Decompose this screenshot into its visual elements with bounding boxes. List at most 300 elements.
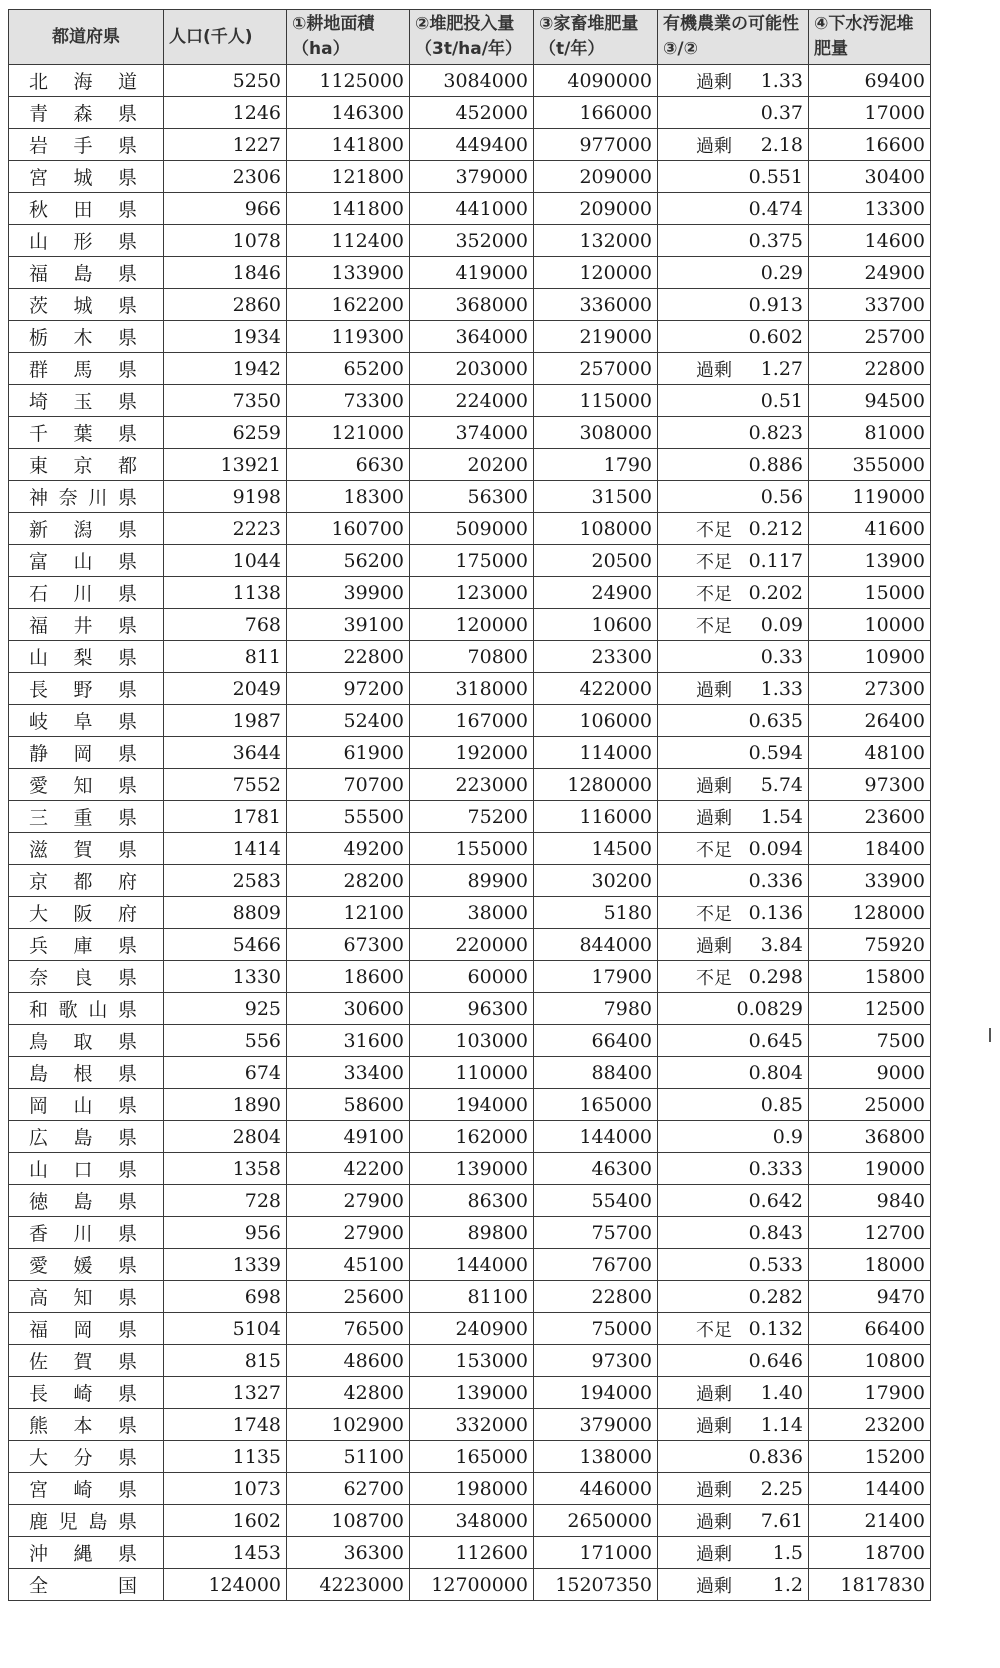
farmland-cell: 18600	[287, 961, 410, 993]
livestock-compost-cell: 75000	[534, 1313, 658, 1345]
prefecture-cell: 石川県	[9, 577, 164, 609]
organic-potential-cell	[658, 865, 809, 897]
prefecture-cell: 長崎県	[9, 1377, 164, 1409]
prefecture-cell: 福井県	[9, 609, 164, 641]
prefecture-cell: 長野県	[9, 673, 164, 705]
population-cell: 1227	[164, 129, 287, 161]
potential-tag: 不足	[696, 903, 732, 925]
sewage-compost-cell: 69400	[809, 65, 931, 97]
compost-input-cell: 223000	[410, 769, 534, 801]
livestock-compost-cell: 4090000	[534, 65, 658, 97]
farmland-cell: 22800	[287, 641, 410, 673]
livestock-compost-cell: 194000	[534, 1377, 658, 1409]
livestock-compost-cell: 46300	[534, 1153, 658, 1185]
livestock-compost-cell: 422000	[534, 673, 658, 705]
farmland-cell: 42200	[287, 1153, 410, 1185]
livestock-compost-cell: 120000	[534, 257, 658, 289]
table-row	[9, 1153, 931, 1185]
potential-tag: 過剰	[696, 1543, 732, 1565]
table-row	[9, 129, 931, 161]
table-row	[9, 929, 931, 961]
population-cell: 13921	[164, 449, 287, 481]
organic-potential-cell	[658, 1217, 809, 1249]
potential-ratio: 0.913	[748, 293, 803, 316]
farmland-cell: 45100	[287, 1249, 410, 1281]
population-cell: 1942	[164, 353, 287, 385]
compost-input-cell: 112600	[410, 1537, 534, 1569]
potential-ratio: 1.40	[760, 1381, 803, 1404]
table-row	[9, 1505, 931, 1537]
sewage-compost-cell: 26400	[809, 705, 931, 737]
compost-input-cell: 165000	[410, 1441, 534, 1473]
potential-ratio: 0.136	[748, 901, 803, 924]
sewage-compost-cell: 10900	[809, 641, 931, 673]
sewage-compost-cell: 13300	[809, 193, 931, 225]
prefecture-cell: 滋賀県	[9, 833, 164, 865]
livestock-compost-cell: 30200	[534, 865, 658, 897]
compost-input-cell: 81100	[410, 1281, 534, 1313]
sewage-compost-cell: 13900	[809, 545, 931, 577]
prefecture-cell: 岡山県	[9, 1089, 164, 1121]
compost-input-cell: 352000	[410, 225, 534, 257]
livestock-compost-cell: 108000	[534, 513, 658, 545]
potential-ratio: 0.594	[748, 741, 803, 764]
potential-ratio: 0.29	[760, 261, 803, 284]
organic-potential-cell	[658, 993, 809, 1025]
population-cell: 5466	[164, 929, 287, 961]
livestock-compost-cell: 23300	[534, 641, 658, 673]
compost-input-cell: 175000	[410, 545, 534, 577]
potential-tag: 不足	[696, 967, 732, 989]
prefecture-cell: 東京都	[9, 449, 164, 481]
sewage-compost-cell: 33900	[809, 865, 931, 897]
sewage-compost-cell: 18700	[809, 1537, 931, 1569]
livestock-compost-cell: 165000	[534, 1089, 658, 1121]
prefecture-cell: 全国	[9, 1569, 164, 1601]
sewage-compost-cell: 81000	[809, 417, 931, 449]
potential-tag: 不足	[696, 839, 732, 861]
prefecture-cell: 宮城県	[9, 161, 164, 193]
prefecture-cell: 岐阜県	[9, 705, 164, 737]
population-cell: 956	[164, 1217, 287, 1249]
prefecture-cell: 埼玉県	[9, 385, 164, 417]
compost-input-cell: 155000	[410, 833, 534, 865]
prefecture-cell: 三重県	[9, 801, 164, 833]
potential-ratio: 0.804	[748, 1061, 803, 1084]
population-cell: 3644	[164, 737, 287, 769]
population-cell: 7552	[164, 769, 287, 801]
organic-potential-cell	[658, 577, 809, 609]
organic-potential-cell	[658, 1153, 809, 1185]
sewage-compost-cell: 16600	[809, 129, 931, 161]
sewage-compost-cell: 9000	[809, 1057, 931, 1089]
table-row	[9, 545, 931, 577]
potential-tag: 不足	[696, 615, 732, 637]
potential-ratio: 1.2	[772, 1573, 803, 1596]
farmland-cell: 48600	[287, 1345, 410, 1377]
livestock-compost-cell: 88400	[534, 1057, 658, 1089]
table-row	[9, 1057, 931, 1089]
farmland-cell: 31600	[287, 1025, 410, 1057]
sewage-compost-cell: 30400	[809, 161, 931, 193]
prefecture-cell: 山梨県	[9, 641, 164, 673]
potential-tag: 過剰	[696, 359, 732, 381]
table-row	[9, 769, 931, 801]
compost-input-cell: 96300	[410, 993, 534, 1025]
header-prefecture: 都道府県	[9, 10, 164, 65]
livestock-compost-cell: 106000	[534, 705, 658, 737]
header-sewage-compost: ④下水汚泥堆肥量	[809, 10, 931, 65]
organic-potential-cell	[658, 769, 809, 801]
prefecture-cell: 宮崎県	[9, 1473, 164, 1505]
organic-potential-cell	[658, 1473, 809, 1505]
population-cell: 966	[164, 193, 287, 225]
compost-input-cell: 368000	[410, 289, 534, 321]
table-row	[9, 1249, 931, 1281]
prefecture-cell: 島根県	[9, 1057, 164, 1089]
sewage-compost-cell: 128000	[809, 897, 931, 929]
edge-mark	[989, 1028, 991, 1042]
sewage-compost-cell: 15000	[809, 577, 931, 609]
organic-potential-cell	[658, 1185, 809, 1217]
population-cell: 556	[164, 1025, 287, 1057]
farmland-cell: 58600	[287, 1089, 410, 1121]
livestock-compost-cell: 219000	[534, 321, 658, 353]
sewage-compost-cell: 15200	[809, 1441, 931, 1473]
organic-potential-cell	[658, 417, 809, 449]
compost-input-cell: 220000	[410, 929, 534, 961]
livestock-compost-cell: 55400	[534, 1185, 658, 1217]
compost-input-cell: 318000	[410, 673, 534, 705]
compost-input-cell: 70800	[410, 641, 534, 673]
livestock-compost-cell: 22800	[534, 1281, 658, 1313]
prefecture-cell: 秋田県	[9, 193, 164, 225]
table-row	[9, 449, 931, 481]
sewage-compost-cell: 15800	[809, 961, 931, 993]
compost-input-cell: 123000	[410, 577, 534, 609]
prefecture-cell: 北海道	[9, 65, 164, 97]
compost-input-cell: 120000	[410, 609, 534, 641]
potential-ratio: 0.85	[760, 1093, 803, 1116]
livestock-compost-cell: 24900	[534, 577, 658, 609]
population-cell: 1073	[164, 1473, 287, 1505]
compost-input-cell: 86300	[410, 1185, 534, 1217]
compost-input-cell: 38000	[410, 897, 534, 929]
potential-ratio: 0.602	[748, 325, 803, 348]
organic-potential-cell	[658, 161, 809, 193]
header-farmland: ①耕地面積（ha）	[287, 10, 410, 65]
table-row	[9, 641, 931, 673]
sewage-compost-cell: 18000	[809, 1249, 931, 1281]
organic-potential-cell	[658, 961, 809, 993]
sewage-compost-cell: 23200	[809, 1409, 931, 1441]
table-row	[9, 801, 931, 833]
population-cell: 2306	[164, 161, 287, 193]
farmland-cell: 51100	[287, 1441, 410, 1473]
population-cell: 1358	[164, 1153, 287, 1185]
organic-potential-cell	[658, 1057, 809, 1089]
prefecture-cell: 大阪府	[9, 897, 164, 929]
population-cell: 1781	[164, 801, 287, 833]
table-row	[9, 1473, 931, 1505]
livestock-compost-cell: 31500	[534, 481, 658, 513]
compost-input-cell: 379000	[410, 161, 534, 193]
population-cell: 815	[164, 1345, 287, 1377]
organic-potential-cell	[658, 673, 809, 705]
potential-tag: 過剰	[696, 135, 732, 157]
farmland-cell: 27900	[287, 1217, 410, 1249]
header-population: 人口(千人)	[164, 10, 287, 65]
organic-potential-cell	[658, 1409, 809, 1441]
table-container	[8, 9, 931, 1601]
farmland-cell: 102900	[287, 1409, 410, 1441]
organic-potential-cell	[658, 1025, 809, 1057]
prefecture-cell: 静岡県	[9, 737, 164, 769]
organic-potential-cell	[658, 353, 809, 385]
compost-input-cell: 144000	[410, 1249, 534, 1281]
compost-input-cell: 110000	[410, 1057, 534, 1089]
organic-potential-cell	[658, 481, 809, 513]
livestock-compost-cell: 115000	[534, 385, 658, 417]
sewage-compost-cell: 25000	[809, 1089, 931, 1121]
organic-potential-cell	[658, 545, 809, 577]
table-row	[9, 481, 931, 513]
farmland-cell: 1125000	[287, 65, 410, 97]
organic-potential-cell	[658, 225, 809, 257]
farmland-cell: 108700	[287, 1505, 410, 1537]
sewage-compost-cell: 14400	[809, 1473, 931, 1505]
table-row	[9, 737, 931, 769]
potential-ratio: 1.33	[760, 69, 803, 92]
livestock-compost-cell: 977000	[534, 129, 658, 161]
potential-ratio: 0.09	[760, 613, 803, 636]
table-body	[9, 65, 931, 1601]
population-cell: 1934	[164, 321, 287, 353]
sewage-compost-cell: 94500	[809, 385, 931, 417]
livestock-compost-cell: 1280000	[534, 769, 658, 801]
organic-potential-cell	[658, 385, 809, 417]
organic-potential-cell	[658, 1281, 809, 1313]
sewage-compost-cell: 41600	[809, 513, 931, 545]
table-row	[9, 609, 931, 641]
livestock-compost-cell: 17900	[534, 961, 658, 993]
compost-input-cell: 348000	[410, 1505, 534, 1537]
sewage-compost-cell: 21400	[809, 1505, 931, 1537]
farmland-cell: 141800	[287, 193, 410, 225]
livestock-compost-cell: 138000	[534, 1441, 658, 1473]
population-cell: 2049	[164, 673, 287, 705]
table-row	[9, 65, 931, 97]
compost-input-cell: 419000	[410, 257, 534, 289]
table-row	[9, 1313, 931, 1345]
sewage-compost-cell: 17000	[809, 97, 931, 129]
sewage-compost-cell: 355000	[809, 449, 931, 481]
potential-ratio: 0.551	[748, 165, 803, 188]
livestock-compost-cell: 97300	[534, 1345, 658, 1377]
prefecture-cell: 鳥取県	[9, 1025, 164, 1057]
compost-input-cell: 20200	[410, 449, 534, 481]
sewage-compost-cell: 22800	[809, 353, 931, 385]
population-cell: 768	[164, 609, 287, 641]
compost-input-cell: 240900	[410, 1313, 534, 1345]
population-cell: 1748	[164, 1409, 287, 1441]
sewage-compost-cell: 36800	[809, 1121, 931, 1153]
farmland-cell: 4223000	[287, 1569, 410, 1601]
sewage-compost-cell: 48100	[809, 737, 931, 769]
population-cell: 6259	[164, 417, 287, 449]
organic-potential-cell	[658, 1377, 809, 1409]
prefecture-cell: 新潟県	[9, 513, 164, 545]
potential-ratio: 5.74	[760, 773, 803, 796]
farmland-cell: 33400	[287, 1057, 410, 1089]
population-cell: 698	[164, 1281, 287, 1313]
potential-tag: 過剰	[696, 1511, 732, 1533]
population-cell: 1138	[164, 577, 287, 609]
farmland-cell: 97200	[287, 673, 410, 705]
farmland-cell: 67300	[287, 929, 410, 961]
farmland-cell: 49100	[287, 1121, 410, 1153]
prefecture-cell: 福岡県	[9, 1313, 164, 1345]
prefecture-cell: 京都府	[9, 865, 164, 897]
potential-tag: 過剰	[696, 71, 732, 93]
farmland-cell: 73300	[287, 385, 410, 417]
sewage-compost-cell: 10000	[809, 609, 931, 641]
population-cell: 2223	[164, 513, 287, 545]
livestock-compost-cell: 66400	[534, 1025, 658, 1057]
potential-ratio: 0.37	[760, 101, 803, 124]
potential-ratio: 0.646	[748, 1349, 803, 1372]
farmland-cell: 70700	[287, 769, 410, 801]
farmland-cell: 133900	[287, 257, 410, 289]
livestock-compost-cell: 10600	[534, 609, 658, 641]
organic-potential-cell	[658, 801, 809, 833]
compost-input-cell: 364000	[410, 321, 534, 353]
potential-ratio: 0.117	[748, 549, 803, 572]
farmland-cell: 55500	[287, 801, 410, 833]
organic-potential-cell	[658, 321, 809, 353]
prefecture-cell: 愛知県	[9, 769, 164, 801]
population-cell: 674	[164, 1057, 287, 1089]
organic-potential-cell	[658, 513, 809, 545]
organic-potential-cell	[658, 1089, 809, 1121]
livestock-compost-cell: 20500	[534, 545, 658, 577]
population-cell: 1339	[164, 1249, 287, 1281]
farmland-cell: 112400	[287, 225, 410, 257]
potential-tag: 過剰	[696, 1575, 732, 1597]
prefecture-cell: 岩手県	[9, 129, 164, 161]
prefecture-cell: 沖縄県	[9, 1537, 164, 1569]
table-row	[9, 1121, 931, 1153]
compost-input-cell: 89800	[410, 1217, 534, 1249]
prefecture-cell: 栃木県	[9, 321, 164, 353]
potential-ratio: 2.18	[760, 133, 803, 156]
livestock-compost-cell: 5180	[534, 897, 658, 929]
potential-ratio: 0.132	[748, 1317, 803, 1340]
potential-ratio: 3.84	[760, 933, 803, 956]
table-row	[9, 577, 931, 609]
compost-input-cell: 509000	[410, 513, 534, 545]
livestock-compost-cell: 114000	[534, 737, 658, 769]
table-row	[9, 1441, 931, 1473]
potential-ratio: 0.202	[748, 581, 803, 604]
compost-input-cell: 139000	[410, 1153, 534, 1185]
population-cell: 5250	[164, 65, 287, 97]
table-row	[9, 1025, 931, 1057]
prefecture-cell: 富山県	[9, 545, 164, 577]
livestock-compost-cell: 166000	[534, 97, 658, 129]
compost-input-cell: 103000	[410, 1025, 534, 1057]
compost-input-cell: 198000	[410, 1473, 534, 1505]
sewage-compost-cell: 66400	[809, 1313, 931, 1345]
compost-input-cell: 3084000	[410, 65, 534, 97]
organic-potential-cell	[658, 257, 809, 289]
livestock-compost-cell: 844000	[534, 929, 658, 961]
compost-input-cell: 203000	[410, 353, 534, 385]
table-row	[9, 1409, 931, 1441]
compost-input-cell: 441000	[410, 193, 534, 225]
organic-potential-cell	[658, 609, 809, 641]
header-organic-potential: 有機農業の可能性③/②	[658, 10, 809, 65]
organic-potential-cell	[658, 129, 809, 161]
potential-ratio: 1.14	[760, 1413, 803, 1436]
livestock-compost-cell: 75700	[534, 1217, 658, 1249]
population-cell: 1987	[164, 705, 287, 737]
farmland-cell: 65200	[287, 353, 410, 385]
population-cell: 925	[164, 993, 287, 1025]
potential-ratio: 0.9	[772, 1125, 803, 1148]
organic-potential-cell	[658, 97, 809, 129]
population-cell: 7350	[164, 385, 287, 417]
organic-potential-cell	[658, 833, 809, 865]
potential-ratio: 0.823	[748, 421, 803, 444]
farmland-cell: 39100	[287, 609, 410, 641]
table-row	[9, 161, 931, 193]
potential-tag: 過剰	[696, 935, 732, 957]
organic-potential-cell	[658, 1537, 809, 1569]
table-row	[9, 705, 931, 737]
sewage-compost-cell: 75920	[809, 929, 931, 961]
prefecture-cell: 佐賀県	[9, 1345, 164, 1377]
prefecture-cell: 徳島県	[9, 1185, 164, 1217]
prefecture-cell: 群馬県	[9, 353, 164, 385]
organic-potential-cell	[658, 449, 809, 481]
sewage-compost-cell: 97300	[809, 769, 931, 801]
organic-potential-cell	[658, 929, 809, 961]
organic-potential-cell	[658, 289, 809, 321]
organic-potential-cell	[658, 1345, 809, 1377]
potential-tag: 過剰	[696, 775, 732, 797]
population-cell: 2583	[164, 865, 287, 897]
farmland-cell: 119300	[287, 321, 410, 353]
prefecture-cell: 山形県	[9, 225, 164, 257]
farmland-cell: 36300	[287, 1537, 410, 1569]
potential-tag: 過剰	[696, 1383, 732, 1405]
potential-tag: 不足	[696, 551, 732, 573]
potential-ratio: 0.642	[748, 1189, 803, 1212]
livestock-compost-cell: 209000	[534, 193, 658, 225]
livestock-compost-cell: 7980	[534, 993, 658, 1025]
sewage-compost-cell: 1817830	[809, 1569, 931, 1601]
livestock-compost-cell: 379000	[534, 1409, 658, 1441]
prefecture-cell: 青森県	[9, 97, 164, 129]
potential-ratio: 7.61	[760, 1509, 803, 1532]
prefecture-compost-table	[8, 9, 931, 1601]
livestock-compost-cell: 116000	[534, 801, 658, 833]
compost-input-cell: 449400	[410, 129, 534, 161]
sewage-compost-cell: 19000	[809, 1153, 931, 1185]
farmland-cell: 162200	[287, 289, 410, 321]
potential-ratio: 0.282	[748, 1285, 803, 1308]
